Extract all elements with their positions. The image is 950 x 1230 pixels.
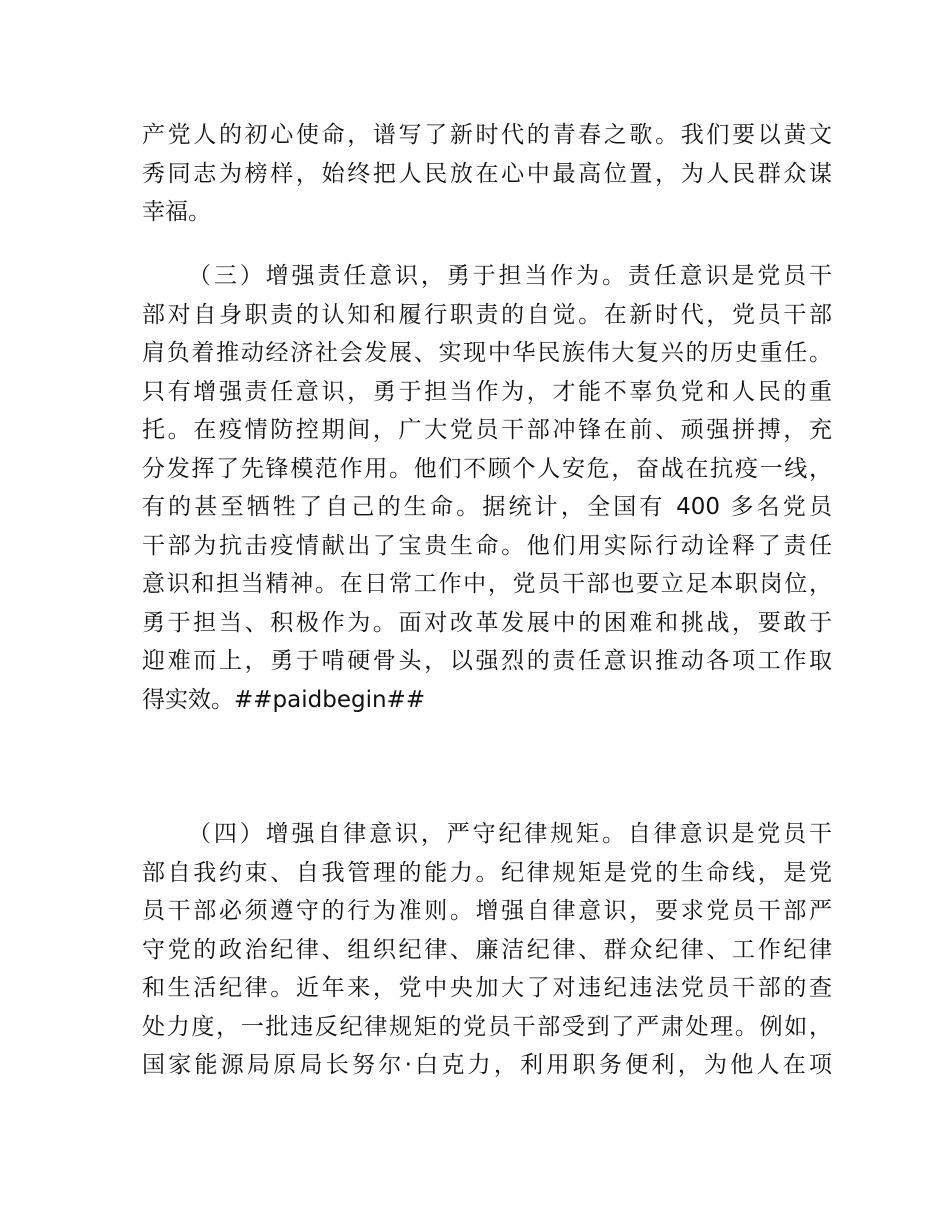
text-line: 产党人的初心使命，谱写了新时代的青春之歌。我们要以黄文 (142, 122, 832, 148)
text-line: 部对自身职责的认知和履行职责的自觉。在新时代，党员干部 (142, 301, 832, 328)
text-line: 托。在疫情防控期间，广大党员干部冲锋在前、顽强拼搏，充 (142, 417, 832, 443)
paragraph-section-four (142, 815, 832, 1085)
text-line: 守党的政治纪律、组织纪律、廉洁纪律、群众纪律、工作纪律 (142, 936, 832, 963)
text-line: 肩负着推动经济社会发展、实现中华民族伟大复兴的历史重任。 (142, 340, 832, 366)
text-line: 和生活纪律。近年来，党中央加大了对违纪违法党员干部的查 (142, 975, 832, 1001)
text-line: 得实效。##paidbegin## (142, 686, 426, 713)
paragraph-section-three (142, 257, 832, 719)
text-line: 秀同志为榜样，始终把人民放在心中最高位置，为人民群众谋 (142, 160, 832, 187)
text-line: 分发挥了先锋模范作用。他们不顾个人安危，奋战在抗疫一线， (142, 455, 832, 482)
text-line: 幸福。 (142, 199, 211, 225)
text-line: 国家能源局原局长努尔·白克力，利用职务便利，为他人在项 (142, 1052, 832, 1078)
text-line: （四）增强自律意识，严守纪律规矩。自律意识是党员干 (188, 821, 832, 847)
text-line: 有的甚至牺牲了自己的生命。据统计，全国有 400 多名党员 (142, 494, 832, 520)
text-line: 处力度，一批违反纪律规矩的党员干部受到了严肃处理。例如， (142, 1013, 832, 1040)
text-line: 勇于担当、积极作为。面对改革发展中的困难和挑战，要敢于 (142, 609, 832, 636)
paragraph-continuation (142, 116, 832, 232)
text-line: （三）增强责任意识，勇于担当作为。责任意识是党员干 (188, 263, 832, 289)
text-line: 干部为抗击疫情献出了宝贵生命。他们用实际行动诠释了责任 (142, 532, 832, 559)
text-line: 只有增强责任意识，勇于担当作为，才能不辜负党和人民的重 (142, 378, 832, 405)
text-line: 部自我约束、自我管理的能力。纪律规矩是党的生命线，是党 (142, 859, 832, 886)
text-line: 迎难而上，勇于啃硬骨头，以强烈的责任意识推动各项工作取 (142, 648, 832, 674)
text-line: 员干部必须遵守的行为准则。增强自律意识，要求党员干部严 (142, 898, 832, 924)
text-line: 意识和担当精神。在日常工作中，党员干部也要立足本职岗位， (142, 571, 832, 597)
